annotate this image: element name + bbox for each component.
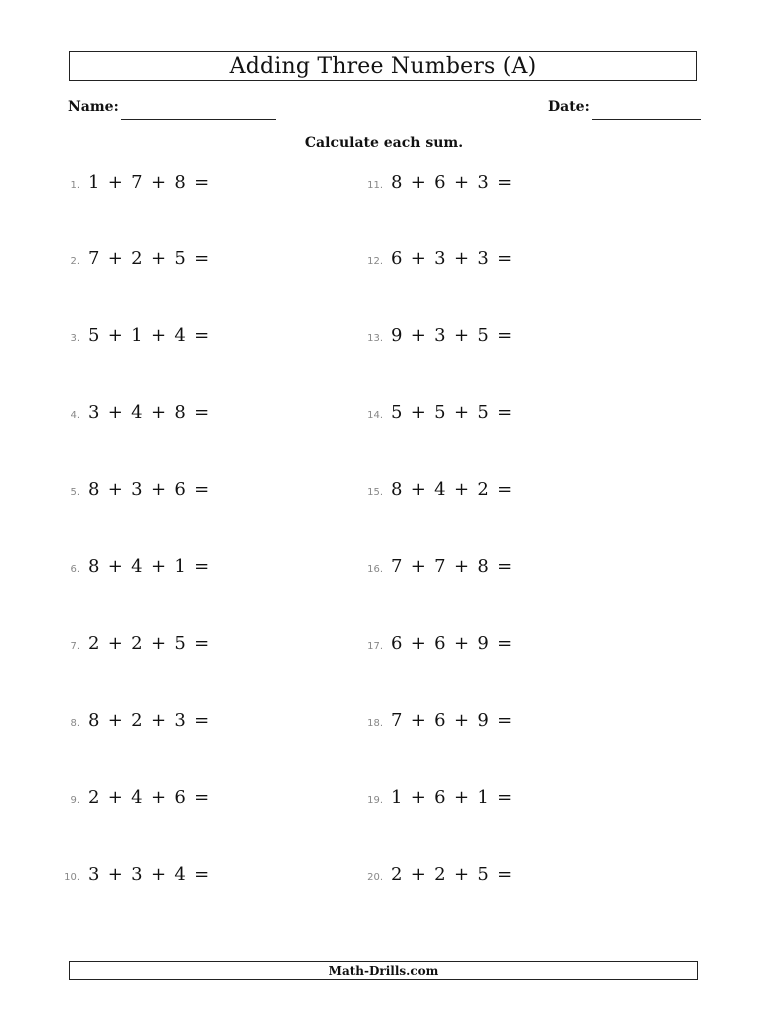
problem-expression: 9 + 3 + 5 = xyxy=(391,325,513,346)
problem-item xyxy=(56,402,210,423)
problem-item xyxy=(359,710,513,731)
instructions: Calculate each sum. xyxy=(304,135,464,151)
problem-number: 14. xyxy=(367,410,383,421)
problem-expression: 2 + 4 + 6 = xyxy=(88,787,210,808)
problem-number: 8. xyxy=(70,718,80,729)
problem-number: 18. xyxy=(367,718,383,729)
problem-number: 10. xyxy=(64,872,80,883)
problem-item xyxy=(56,325,210,346)
problem-number: 4. xyxy=(70,410,80,421)
problem-item xyxy=(56,479,210,500)
problem-expression: 1 + 6 + 1 = xyxy=(391,787,513,808)
problem-number: 7. xyxy=(70,641,80,652)
problem-item xyxy=(359,479,513,500)
problem-expression: 2 + 2 + 5 = xyxy=(88,633,210,654)
problem-expression: 1 + 7 + 8 = xyxy=(88,172,210,193)
problem-expression: 7 + 2 + 5 = xyxy=(88,248,210,269)
problem-item xyxy=(359,556,513,577)
problem-expression: 6 + 3 + 3 = xyxy=(391,248,513,269)
problem-item xyxy=(56,633,210,654)
problem-number: 17. xyxy=(367,641,383,652)
problem-item xyxy=(359,633,513,654)
problem-expression: 8 + 3 + 6 = xyxy=(88,479,210,500)
problem-expression: 8 + 4 + 1 = xyxy=(88,556,210,577)
problem-item xyxy=(359,248,513,269)
problem-number: 6. xyxy=(70,564,80,575)
problem-number: 15. xyxy=(367,487,383,498)
problem-item xyxy=(359,325,513,346)
problem-number: 13. xyxy=(367,333,383,344)
problem-item xyxy=(56,787,210,808)
problem-item xyxy=(56,556,210,577)
problem-expression: 6 + 6 + 9 = xyxy=(391,633,513,654)
problem-expression: 8 + 2 + 3 = xyxy=(88,710,210,731)
problem-expression: 7 + 6 + 9 = xyxy=(391,710,513,731)
problem-number: 11. xyxy=(367,180,383,191)
worksheet-title: Adding Three Numbers (A) xyxy=(229,53,537,79)
problem-number: 16. xyxy=(367,564,383,575)
problem-number: 1. xyxy=(70,180,80,191)
problem-expression: 5 + 5 + 5 = xyxy=(391,402,513,423)
footer-site-name: Math-Drills.com xyxy=(328,963,439,978)
footer-box xyxy=(69,961,698,980)
problem-number: 12. xyxy=(367,256,383,267)
name-blank-line xyxy=(121,119,276,120)
problem-expression: 8 + 6 + 3 = xyxy=(391,172,513,193)
problem-expression: 3 + 3 + 4 = xyxy=(88,864,210,885)
date-label: Date: xyxy=(548,99,590,115)
problem-item xyxy=(56,248,210,269)
problem-expression: 3 + 4 + 8 = xyxy=(88,402,210,423)
problem-item xyxy=(359,787,513,808)
problem-item xyxy=(359,864,513,885)
problem-expression: 5 + 1 + 4 = xyxy=(88,325,210,346)
problem-item xyxy=(56,172,210,193)
problem-number: 2. xyxy=(70,256,80,267)
problem-item xyxy=(56,710,210,731)
problem-item xyxy=(56,864,210,885)
problem-number: 5. xyxy=(70,487,80,498)
problem-number: 20. xyxy=(367,872,383,883)
problem-number: 9. xyxy=(70,795,80,806)
date-blank-line xyxy=(592,119,701,120)
worksheet-title-box xyxy=(69,51,697,81)
name-label: Name: xyxy=(68,99,119,115)
problem-expression: 2 + 2 + 5 = xyxy=(391,864,513,885)
problem-expression: 7 + 7 + 8 = xyxy=(391,556,513,577)
problem-item xyxy=(359,172,513,193)
problem-item xyxy=(359,402,513,423)
problem-number: 3. xyxy=(70,333,80,344)
problem-expression: 8 + 4 + 2 = xyxy=(391,479,513,500)
problem-number: 19. xyxy=(367,795,383,806)
